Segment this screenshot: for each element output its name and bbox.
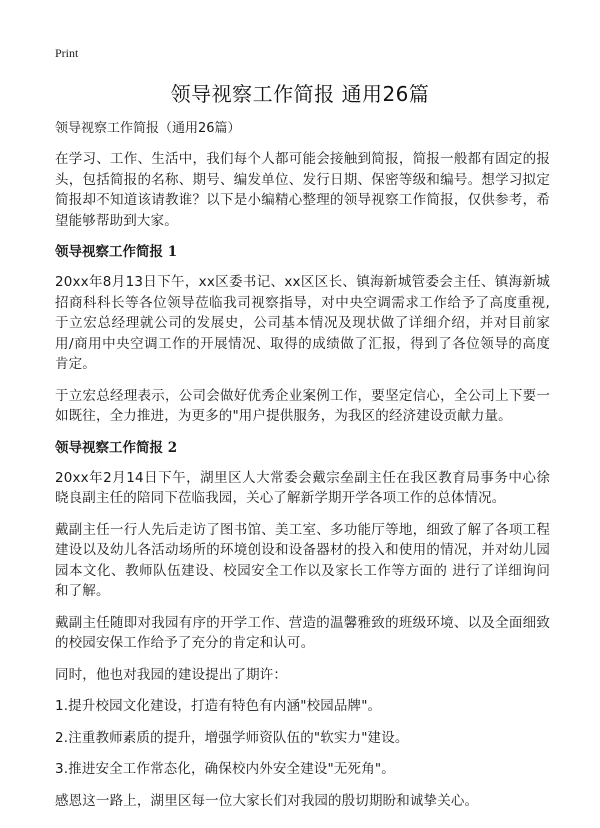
document-subtitle: 领导视察工作简报（通用26篇） [55, 121, 241, 136]
paragraph: 感恩这一路上，湖里区每一位大家长们对我园的殷切期盼和诚挚关心。 [55, 792, 479, 809]
list-item: 2.注重教师素质的提升，增强学师资队伍的"软实力"建设。 [55, 729, 409, 746]
paragraph: 20xx年8月13日下午，xx区委书记、xx区区长、镇海新城管委会主任、镇海新城招商科科长等各位领导莅临我司视察指导，对中央空调需求工作给予了高度重视,于立宏总经理就公司的发展史，公司基本情况及现状做了详细介绍，并对目前家用/商用中央空调工作的开展情况、取得的成绩做了汇报，得到了各位领导的高度肯定。 [55, 274, 550, 372]
document-body [55, 119, 550, 822]
paragraph: 20xx年2月14日下午，湖里区人大常委会戴宗垒副主任在我区教育局事务中心徐晓良副主任的陪同下莅临我园，关心了解新学期开学各项工作的总体情况。 [55, 469, 550, 506]
paragraph: 同时，他也对我园的建设提出了期许： [55, 666, 288, 683]
section-heading-2: 领导视察工作简报 2 [55, 439, 178, 456]
print-link[interactable]: Print [55, 46, 79, 60]
paragraph: 于立宏总经理表示，公司会做好优秀企业案例工作，要坚定信心，全公司上下要一如既往，全力推进，为更多的"用户提供服务，为我区的经济建设贡献力量。 [55, 387, 550, 424]
intro-paragraph: 在学习、工作、生活中，我们每个人都可能会接触到简报，简报一般都有固定的报头，包括简报的名称、期号、编发单位、发行日期、保密等级和编号。想学习拟定简报却不知道该请教谁？以下是小编精心整理的领导视察工作简报，仅供参考，希望能够帮助到大家。 [55, 151, 550, 229]
page-title: 领导视察工作简报 通用26篇 [170, 82, 430, 106]
paragraph: 戴副主任一行人先后走访了图书馆、美工室、多功能厅等地，细致了解了各项工程建设以及幼儿各活动场所的环境创设和设备器材的投入和使用的情况，并对幼儿园园本文化、教师队伍建设、校园安全工作以及家长工作等方面的 进行了详细询问和了解。 [55, 521, 550, 599]
paragraph: 戴副主任随即对我园有序的开学工作、营造的温馨雅致的班级环境、以及全面细致的校园安保工作给予了充分的肯定和认可。 [55, 614, 550, 651]
list-item: 3.推进安全工作常态化，确保校内外安全建设"无死角"。 [55, 761, 395, 777]
list-item: 1.提升校园文化建设，打造有特色有内涵"校园品牌"。 [55, 698, 382, 714]
section-heading-1: 领导视察工作简报 1 [55, 244, 178, 260]
